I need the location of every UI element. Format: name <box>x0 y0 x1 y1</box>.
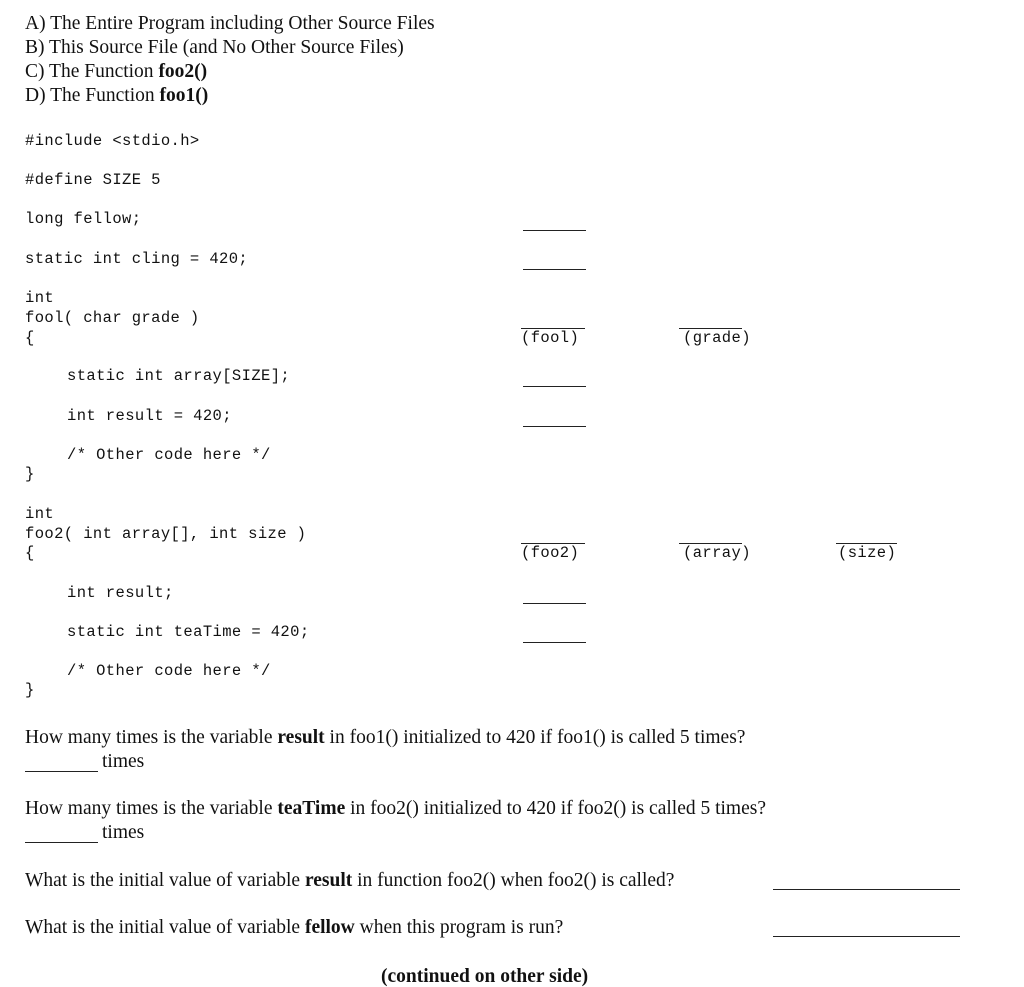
answer-blank-q4[interactable] <box>773 936 960 937</box>
option-letter: A) <box>25 13 46 34</box>
code-define: #define SIZE 5 <box>25 171 161 189</box>
question-text: in function foo2() when foo2() is called? <box>352 870 675 891</box>
code-fool-open-brace: { <box>25 329 35 347</box>
code-fool-return-type: int <box>25 289 55 307</box>
answer-blank-q1[interactable] <box>25 771 98 772</box>
code-cling-decl: static int cling = 420; <box>25 250 249 268</box>
question-variable: result <box>304 870 353 891</box>
option-b <box>25 38 404 58</box>
code-fellow-decl: long fellow; <box>25 210 142 228</box>
answer-blank-teatime[interactable] <box>523 642 586 643</box>
question-1-suffix: times <box>102 751 145 772</box>
option-c <box>25 62 207 82</box>
option-d <box>25 86 208 106</box>
question-2 <box>25 799 766 819</box>
option-text: The Entire Program including Other Source Files <box>50 13 435 34</box>
option-text: The Function <box>49 61 159 82</box>
question-4 <box>25 918 563 938</box>
footer-continued: (continued on other side) <box>381 966 589 987</box>
question-text: What is the initial value of variable <box>25 917 305 938</box>
code-fool-close-brace: } <box>25 465 35 483</box>
question-1 <box>25 728 745 748</box>
code-fool-result-decl: int result = 420; <box>67 407 232 425</box>
code-fool-signature: fool( char grade ) <box>25 309 200 327</box>
question-text: What is the initial value of variable <box>25 870 305 891</box>
question-2-suffix: times <box>102 822 145 843</box>
option-text: This Source File (and No Other Source Files) <box>49 37 404 58</box>
answer-blank-foo2-result[interactable] <box>523 603 586 604</box>
blank-label-foo2: (foo2) <box>521 544 580 562</box>
question-variable: teaTime <box>277 798 346 819</box>
code-foo2-close-brace: } <box>25 681 35 699</box>
answer-blank-result[interactable] <box>523 426 586 427</box>
blank-label-size: (size) <box>838 544 897 562</box>
blank-label-grade: (grade) <box>683 329 751 347</box>
code-foo2-comment: /* Other code here */ <box>67 662 271 680</box>
question-text: in foo1() initialized to 420 if foo1() is called 5 times? <box>324 727 746 748</box>
code-foo2-return-type: int <box>25 505 55 523</box>
code-include: #include <stdio.h> <box>25 132 200 150</box>
option-letter: C) <box>25 61 45 82</box>
answer-blank-array[interactable] <box>523 386 586 387</box>
option-function: foo2() <box>158 61 208 82</box>
code-foo2-teatime-decl: static int teaTime = 420; <box>67 623 310 641</box>
answer-blank-fellow[interactable] <box>523 230 586 231</box>
question-text: in foo2() initialized to 420 if foo2() is called 5 times? <box>345 798 766 819</box>
question-variable: fellow <box>304 917 355 938</box>
option-letter: D) <box>25 85 46 106</box>
option-function: foo1() <box>159 85 209 106</box>
answer-blank-q3[interactable] <box>773 889 960 890</box>
code-foo2-signature: foo2( int array[], int size ) <box>25 525 307 543</box>
option-a <box>25 14 435 34</box>
question-variable: result <box>277 727 325 748</box>
code-fool-array-decl: static int array[SIZE]; <box>67 367 291 385</box>
code-fool-comment: /* Other code here */ <box>67 446 271 464</box>
code-foo2-result-decl: int result; <box>67 584 174 602</box>
answer-blank-q2[interactable] <box>25 842 98 843</box>
option-text: The Function <box>50 85 160 106</box>
answer-blank-cling[interactable] <box>523 269 586 270</box>
question-text: when this program is run? <box>354 917 564 938</box>
option-letter: B) <box>25 37 45 58</box>
blank-label-array: (array) <box>683 544 751 562</box>
code-foo2-open-brace: { <box>25 544 35 562</box>
question-text: How many times is the variable <box>25 798 278 819</box>
question-text: How many times is the variable <box>25 727 278 748</box>
blank-label-fool: (fool) <box>521 329 580 347</box>
question-3 <box>25 871 674 891</box>
